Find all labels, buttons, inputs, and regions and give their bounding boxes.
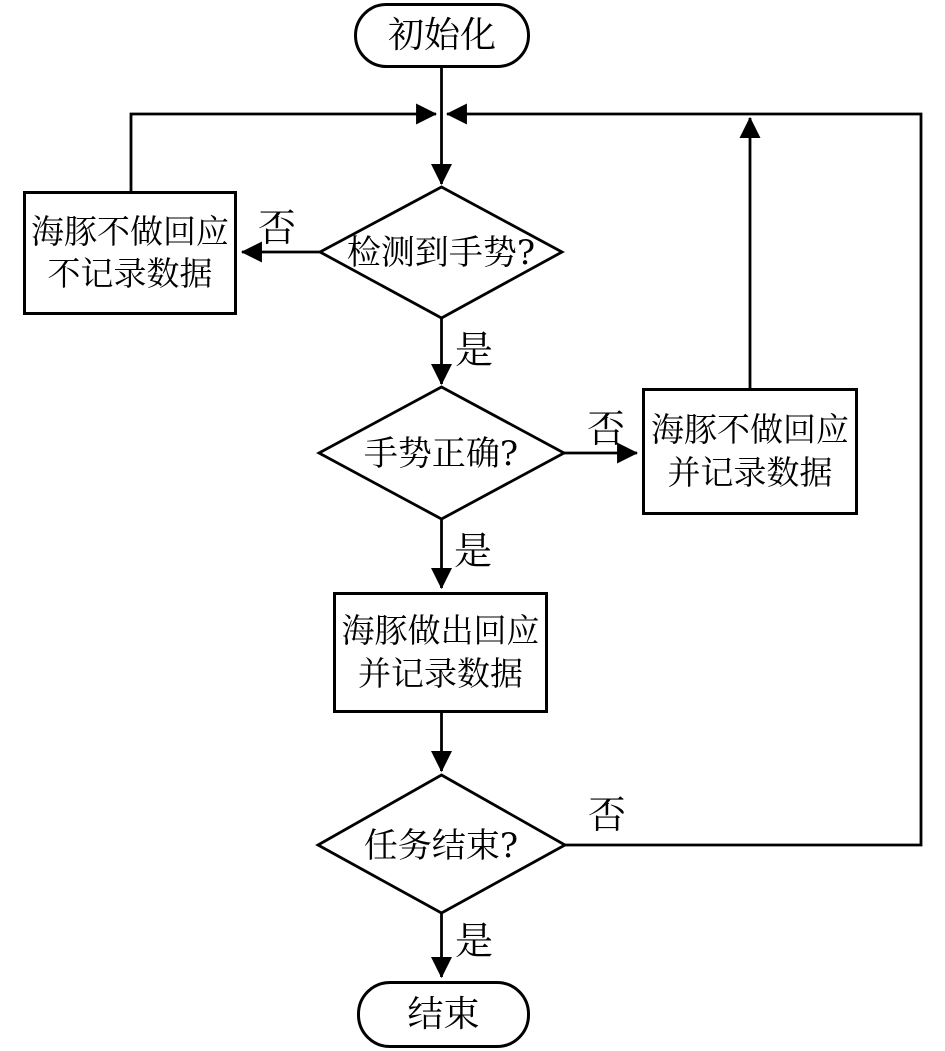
label-gesture-correct-no: 否 [586,407,626,451]
label-task-finished-yes: 是 [454,919,494,963]
start-terminator [354,3,530,68]
decision-task-finished-label: 任务结束? [363,826,519,866]
label-gesture-correct-yes: 是 [453,529,493,573]
label-task-finished-no: 否 [587,793,627,837]
label-detect-gesture-yes: 是 [454,328,494,372]
process-no-response-no-record-line2: 不记录数据 [47,254,213,293]
process-no-response-no-record [23,191,237,315]
decision-gesture-correct-label: 手势正确? [363,434,519,474]
end-terminator [357,981,530,1048]
edge-left-box-loop-to-junction [131,114,436,192]
process-no-response-record-line1: 海豚不做回应 [651,410,849,450]
decision-gesture-detected [346,233,536,273]
process-respond-record-line2: 并记录数据 [358,653,523,693]
process-respond-record [333,592,548,713]
decision-gesture-detected-label: 检测到手势? [346,233,536,273]
process-respond-record-line1: 海豚做出回应 [341,611,540,651]
process-no-response-no-record-line1: 海豚不做回应 [31,211,229,251]
decision-gesture-correct [363,434,519,474]
end-label: 结束 [407,993,480,1035]
decision-task-finished [363,826,519,866]
process-no-response-record [642,388,858,515]
label-detect-gesture-no: 否 [257,206,297,250]
process-no-response-record-line2: 并记录数据 [667,452,833,492]
start-label: 初始化 [387,14,496,56]
